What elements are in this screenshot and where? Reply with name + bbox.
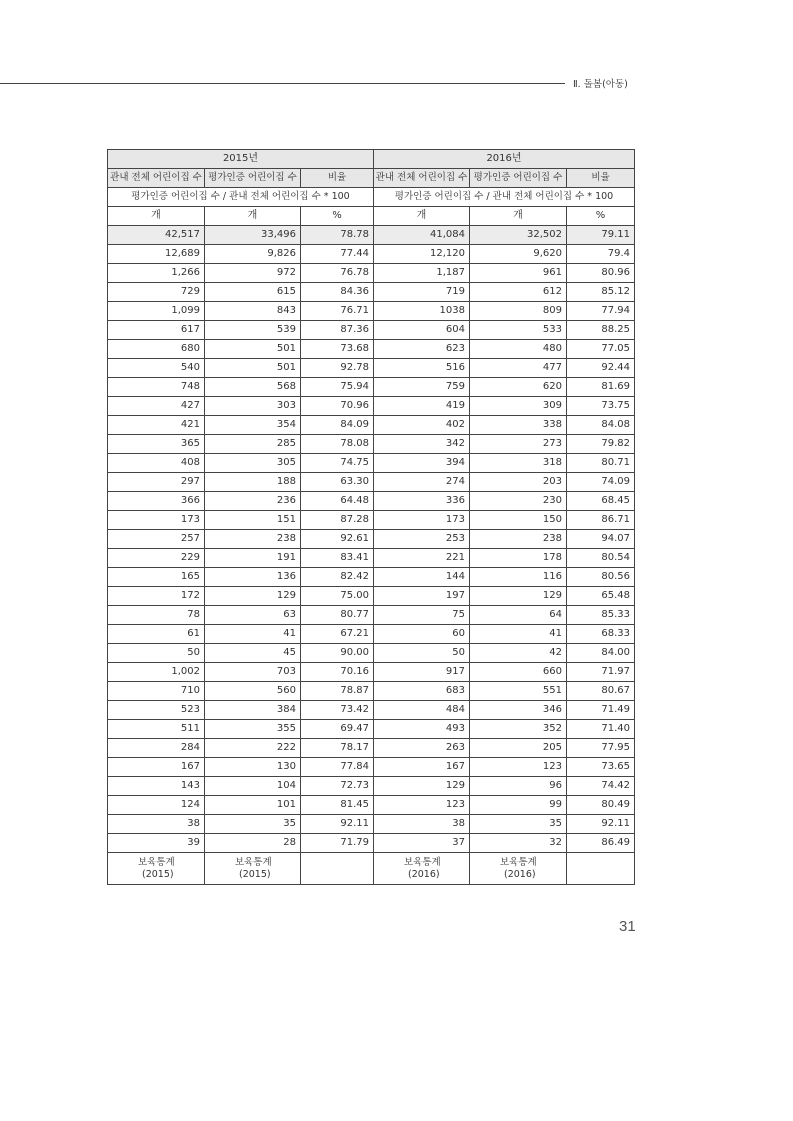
- table-cell: 394: [374, 454, 470, 473]
- table-cell: 615: [205, 283, 301, 302]
- table-cell: 32: [470, 834, 567, 853]
- table-cell: 78: [108, 606, 205, 625]
- table-cell: 75: [374, 606, 470, 625]
- table-cell: 297: [108, 473, 205, 492]
- table-cell: 523: [108, 701, 205, 720]
- table-cell: 80.67: [567, 682, 635, 701]
- table-cell: 188: [205, 473, 301, 492]
- table-cell: 355: [205, 720, 301, 739]
- table-cell: 76.71: [301, 302, 374, 321]
- table-cell: 303: [205, 397, 301, 416]
- column-header-row: [108, 169, 635, 188]
- table-cell: 35: [205, 815, 301, 834]
- table-cell: 124: [108, 796, 205, 815]
- table-cell: 203: [470, 473, 567, 492]
- unit-cell: %: [301, 207, 374, 226]
- table-cell: 501: [205, 359, 301, 378]
- unit-cell: 개: [205, 207, 301, 226]
- year-2016-header: 2016년: [374, 150, 635, 169]
- table-cell: 419: [374, 397, 470, 416]
- table-cell: 759: [374, 378, 470, 397]
- table-row: [108, 796, 635, 815]
- table-cell: 560: [205, 682, 301, 701]
- unit-cell: 개: [108, 207, 205, 226]
- table-cell: 263: [374, 739, 470, 758]
- table-cell: 620: [470, 378, 567, 397]
- table-cell: 65.48: [567, 587, 635, 606]
- table-cell: 604: [374, 321, 470, 340]
- table-cell: 86.49: [567, 834, 635, 853]
- table-cell: 1,266: [108, 264, 205, 283]
- table-cell: 77.05: [567, 340, 635, 359]
- table-cell: 129: [205, 587, 301, 606]
- table-cell: 167: [108, 758, 205, 777]
- table-cell: 484: [374, 701, 470, 720]
- table-row: [108, 454, 635, 473]
- table-cell: 80.54: [567, 549, 635, 568]
- source-name: 보육통계: [404, 856, 441, 868]
- table-cell: 92.61: [301, 530, 374, 549]
- table-cell: 9,620: [470, 245, 567, 264]
- table-cell: 73.68: [301, 340, 374, 359]
- table-cell: 408: [108, 454, 205, 473]
- daycare-accreditation-table: [107, 149, 635, 885]
- table-cell: 1,099: [108, 302, 205, 321]
- table-cell: 274: [374, 473, 470, 492]
- year-header-row: [108, 150, 635, 169]
- table-cell: 719: [374, 283, 470, 302]
- total-cell: 78.78: [301, 226, 374, 245]
- table-cell: 80.71: [567, 454, 635, 473]
- total-cell: 79.11: [567, 226, 635, 245]
- table-row: [108, 359, 635, 378]
- table-cell: 710: [108, 682, 205, 701]
- table-row: [108, 663, 635, 682]
- table-cell: 539: [205, 321, 301, 340]
- total-cell: 41,084: [374, 226, 470, 245]
- table-cell: 477: [470, 359, 567, 378]
- table-cell: 84.09: [301, 416, 374, 435]
- table-cell: 972: [205, 264, 301, 283]
- table-cell: 501: [205, 340, 301, 359]
- table-cell: 50: [374, 644, 470, 663]
- table-cell: 1,187: [374, 264, 470, 283]
- table-cell: 540: [108, 359, 205, 378]
- table-cell: 12,689: [108, 245, 205, 264]
- table-cell: 84.00: [567, 644, 635, 663]
- table-cell: 533: [470, 321, 567, 340]
- table-row: [108, 606, 635, 625]
- table-row: [108, 264, 635, 283]
- table-cell: 79.4: [567, 245, 635, 264]
- table-cell: 80.49: [567, 796, 635, 815]
- source-year: (2016): [504, 868, 536, 880]
- table-cell: 1,002: [108, 663, 205, 682]
- unit-cell: 개: [374, 207, 470, 226]
- table-cell: 236: [205, 492, 301, 511]
- source-cell: [567, 853, 635, 885]
- table-cell: 151: [205, 511, 301, 530]
- table-cell: 79.82: [567, 435, 635, 454]
- table-cell: 74.42: [567, 777, 635, 796]
- table-row: [108, 815, 635, 834]
- table-row: [108, 587, 635, 606]
- table-cell: 41: [205, 625, 301, 644]
- table-cell: 38: [108, 815, 205, 834]
- table-cell: 84.36: [301, 283, 374, 302]
- table-row: [108, 739, 635, 758]
- table-cell: 136: [205, 568, 301, 587]
- table-cell: 493: [374, 720, 470, 739]
- table-row: [108, 473, 635, 492]
- table-cell: 173: [374, 511, 470, 530]
- table-cell: 123: [374, 796, 470, 815]
- table-cell: 129: [470, 587, 567, 606]
- total-cell: 42,517: [108, 226, 205, 245]
- formula-2015: 평가인증 어린이집 수 / 관내 전체 어린이집 수 * 100: [108, 188, 374, 207]
- table-cell: 37: [374, 834, 470, 853]
- unit-cell: %: [567, 207, 635, 226]
- col-total-2015: 관내 전체 어린이집 수: [108, 169, 205, 188]
- table-cell: 238: [205, 530, 301, 549]
- table-cell: 116: [470, 568, 567, 587]
- table-cell: 130: [205, 758, 301, 777]
- table-cell: 612: [470, 283, 567, 302]
- source-row: [108, 853, 635, 885]
- col-accredited-2015: 평가인증 어린이집 수: [205, 169, 301, 188]
- table-cell: 205: [470, 739, 567, 758]
- table-cell: 77.95: [567, 739, 635, 758]
- source-year: (2015): [142, 868, 174, 880]
- table-cell: 77.84: [301, 758, 374, 777]
- table-cell: 338: [470, 416, 567, 435]
- table-row: [108, 701, 635, 720]
- table-cell: 35: [470, 815, 567, 834]
- table-cell: 85.12: [567, 283, 635, 302]
- table-cell: 64: [470, 606, 567, 625]
- table-cell: 75.94: [301, 378, 374, 397]
- table-cell: 336: [374, 492, 470, 511]
- table-cell: 68.45: [567, 492, 635, 511]
- source-name: 보육통계: [138, 856, 175, 868]
- table-cell: 178: [470, 549, 567, 568]
- table-cell: 352: [470, 720, 567, 739]
- table-cell: 70.16: [301, 663, 374, 682]
- table-cell: 81.45: [301, 796, 374, 815]
- table-cell: 61: [108, 625, 205, 644]
- col-accredited-2016: 평가인증 어린이집 수: [470, 169, 567, 188]
- table-cell: 85.33: [567, 606, 635, 625]
- table-row: [108, 321, 635, 340]
- table-cell: 73.42: [301, 701, 374, 720]
- table-cell: 809: [470, 302, 567, 321]
- table-cell: 84.08: [567, 416, 635, 435]
- table-cell: 257: [108, 530, 205, 549]
- table-cell: 92.44: [567, 359, 635, 378]
- table-cell: 551: [470, 682, 567, 701]
- table-row: [108, 492, 635, 511]
- table-cell: 69.47: [301, 720, 374, 739]
- page-number: 31: [619, 918, 636, 935]
- table-row: [108, 720, 635, 739]
- table-row: [108, 416, 635, 435]
- table-row: [108, 511, 635, 530]
- table-cell: 191: [205, 549, 301, 568]
- table-cell: 129: [374, 777, 470, 796]
- source-cell: [108, 853, 205, 885]
- table-cell: 402: [374, 416, 470, 435]
- table-cell: 50: [108, 644, 205, 663]
- source-cell: [301, 853, 374, 885]
- table-cell: 80.96: [567, 264, 635, 283]
- table-cell: 680: [108, 340, 205, 359]
- table-cell: 39: [108, 834, 205, 853]
- source-cell: [470, 853, 567, 885]
- formula-row: [108, 188, 635, 207]
- table-row: [108, 777, 635, 796]
- table-cell: 63.30: [301, 473, 374, 492]
- table-cell: 101: [205, 796, 301, 815]
- table-cell: 384: [205, 701, 301, 720]
- table-row: [108, 549, 635, 568]
- table-cell: 318: [470, 454, 567, 473]
- source-cell: [374, 853, 470, 885]
- table-row: [108, 340, 635, 359]
- table-row: [108, 758, 635, 777]
- table-cell: 480: [470, 340, 567, 359]
- table-cell: 71.97: [567, 663, 635, 682]
- table-cell: 92.78: [301, 359, 374, 378]
- col-ratio-2015: 비율: [301, 169, 374, 188]
- table-cell: 230: [470, 492, 567, 511]
- table-cell: 60: [374, 625, 470, 644]
- table-cell: 88.25: [567, 321, 635, 340]
- table-cell: 73.65: [567, 758, 635, 777]
- total-row: [108, 226, 635, 245]
- table-cell: 660: [470, 663, 567, 682]
- table-cell: 354: [205, 416, 301, 435]
- table-cell: 70.96: [301, 397, 374, 416]
- table-cell: 843: [205, 302, 301, 321]
- table-cell: 72.73: [301, 777, 374, 796]
- table-cell: 703: [205, 663, 301, 682]
- source-year: (2016): [408, 868, 440, 880]
- header-rule: [0, 83, 565, 84]
- table-cell: 221: [374, 549, 470, 568]
- table-row: [108, 302, 635, 321]
- table-cell: 71.40: [567, 720, 635, 739]
- table-cell: 683: [374, 682, 470, 701]
- table-cell: 45: [205, 644, 301, 663]
- table-cell: 71.49: [567, 701, 635, 720]
- table-cell: 80.56: [567, 568, 635, 587]
- table-cell: 172: [108, 587, 205, 606]
- table-cell: 94.07: [567, 530, 635, 549]
- table-cell: 78.17: [301, 739, 374, 758]
- table-cell: 342: [374, 435, 470, 454]
- table-cell: 96: [470, 777, 567, 796]
- table-cell: 961: [470, 264, 567, 283]
- table-cell: 285: [205, 435, 301, 454]
- table-cell: 253: [374, 530, 470, 549]
- section-title: Ⅱ. 돌봄(아동): [573, 79, 628, 90]
- table-row: [108, 283, 635, 302]
- table-cell: 90.00: [301, 644, 374, 663]
- table-cell: 123: [470, 758, 567, 777]
- table-cell: 104: [205, 777, 301, 796]
- total-cell: 33,496: [205, 226, 301, 245]
- table-cell: 78.08: [301, 435, 374, 454]
- table-cell: 165: [108, 568, 205, 587]
- table-cell: 41: [470, 625, 567, 644]
- table-cell: 73.75: [567, 397, 635, 416]
- table-cell: 81.69: [567, 378, 635, 397]
- table-cell: 150: [470, 511, 567, 530]
- table-cell: 917: [374, 663, 470, 682]
- table-row: [108, 397, 635, 416]
- table-cell: 87.36: [301, 321, 374, 340]
- table-cell: 80.77: [301, 606, 374, 625]
- table-row: [108, 530, 635, 549]
- table-cell: 1038: [374, 302, 470, 321]
- table-cell: 305: [205, 454, 301, 473]
- table-cell: 76.78: [301, 264, 374, 283]
- table-cell: 346: [470, 701, 567, 720]
- table-cell: 63: [205, 606, 301, 625]
- unit-row: [108, 207, 635, 226]
- col-total-2016: 관내 전체 어린이집 수: [374, 169, 470, 188]
- table-cell: 38: [374, 815, 470, 834]
- table-cell: 421: [108, 416, 205, 435]
- table-cell: 167: [374, 758, 470, 777]
- table-cell: 284: [108, 739, 205, 758]
- table-cell: 568: [205, 378, 301, 397]
- year-2015-header: 2015년: [108, 150, 374, 169]
- table-cell: 516: [374, 359, 470, 378]
- table-cell: 77.44: [301, 245, 374, 264]
- table-cell: 75.00: [301, 587, 374, 606]
- table-cell: 222: [205, 739, 301, 758]
- table-cell: 623: [374, 340, 470, 359]
- table-cell: 366: [108, 492, 205, 511]
- table-cell: 92.11: [567, 815, 635, 834]
- source-year: (2015): [239, 868, 271, 880]
- table-row: [108, 378, 635, 397]
- table-cell: 87.28: [301, 511, 374, 530]
- table-cell: 427: [108, 397, 205, 416]
- col-ratio-2016: 비율: [567, 169, 635, 188]
- table-cell: 74.09: [567, 473, 635, 492]
- total-cell: 32,502: [470, 226, 567, 245]
- table-cell: 67.21: [301, 625, 374, 644]
- table-cell: 143: [108, 777, 205, 796]
- table-cell: 86.71: [567, 511, 635, 530]
- table-cell: 83.41: [301, 549, 374, 568]
- source-cell: [205, 853, 301, 885]
- table-cell: 77.94: [567, 302, 635, 321]
- table-cell: 365: [108, 435, 205, 454]
- source-name: 보육통계: [235, 856, 272, 868]
- table-cell: 99: [470, 796, 567, 815]
- table-cell: 78.87: [301, 682, 374, 701]
- table-cell: 273: [470, 435, 567, 454]
- table-row: [108, 435, 635, 454]
- table-cell: 74.75: [301, 454, 374, 473]
- table-row: [108, 834, 635, 853]
- table-cell: 729: [108, 283, 205, 302]
- table-cell: 12,120: [374, 245, 470, 264]
- table-cell: 748: [108, 378, 205, 397]
- table-cell: 173: [108, 511, 205, 530]
- formula-2016: 평가인증 어린이집 수 / 관내 전체 어린이집 수 * 100: [374, 188, 635, 207]
- table-row: [108, 625, 635, 644]
- table-cell: 28: [205, 834, 301, 853]
- table-cell: 229: [108, 549, 205, 568]
- table-row: [108, 245, 635, 264]
- table-row: [108, 644, 635, 663]
- table-row: [108, 568, 635, 587]
- table-cell: 309: [470, 397, 567, 416]
- unit-cell: 개: [470, 207, 567, 226]
- table-row: [108, 682, 635, 701]
- table-cell: 511: [108, 720, 205, 739]
- table-cell: 617: [108, 321, 205, 340]
- table-cell: 71.79: [301, 834, 374, 853]
- table-cell: 92.11: [301, 815, 374, 834]
- table-cell: 9,826: [205, 245, 301, 264]
- source-name: 보육통계: [500, 856, 537, 868]
- table-cell: 64.48: [301, 492, 374, 511]
- table-cell: 144: [374, 568, 470, 587]
- table-cell: 82.42: [301, 568, 374, 587]
- table-cell: 42: [470, 644, 567, 663]
- table-cell: 238: [470, 530, 567, 549]
- table-cell: 68.33: [567, 625, 635, 644]
- table-cell: 197: [374, 587, 470, 606]
